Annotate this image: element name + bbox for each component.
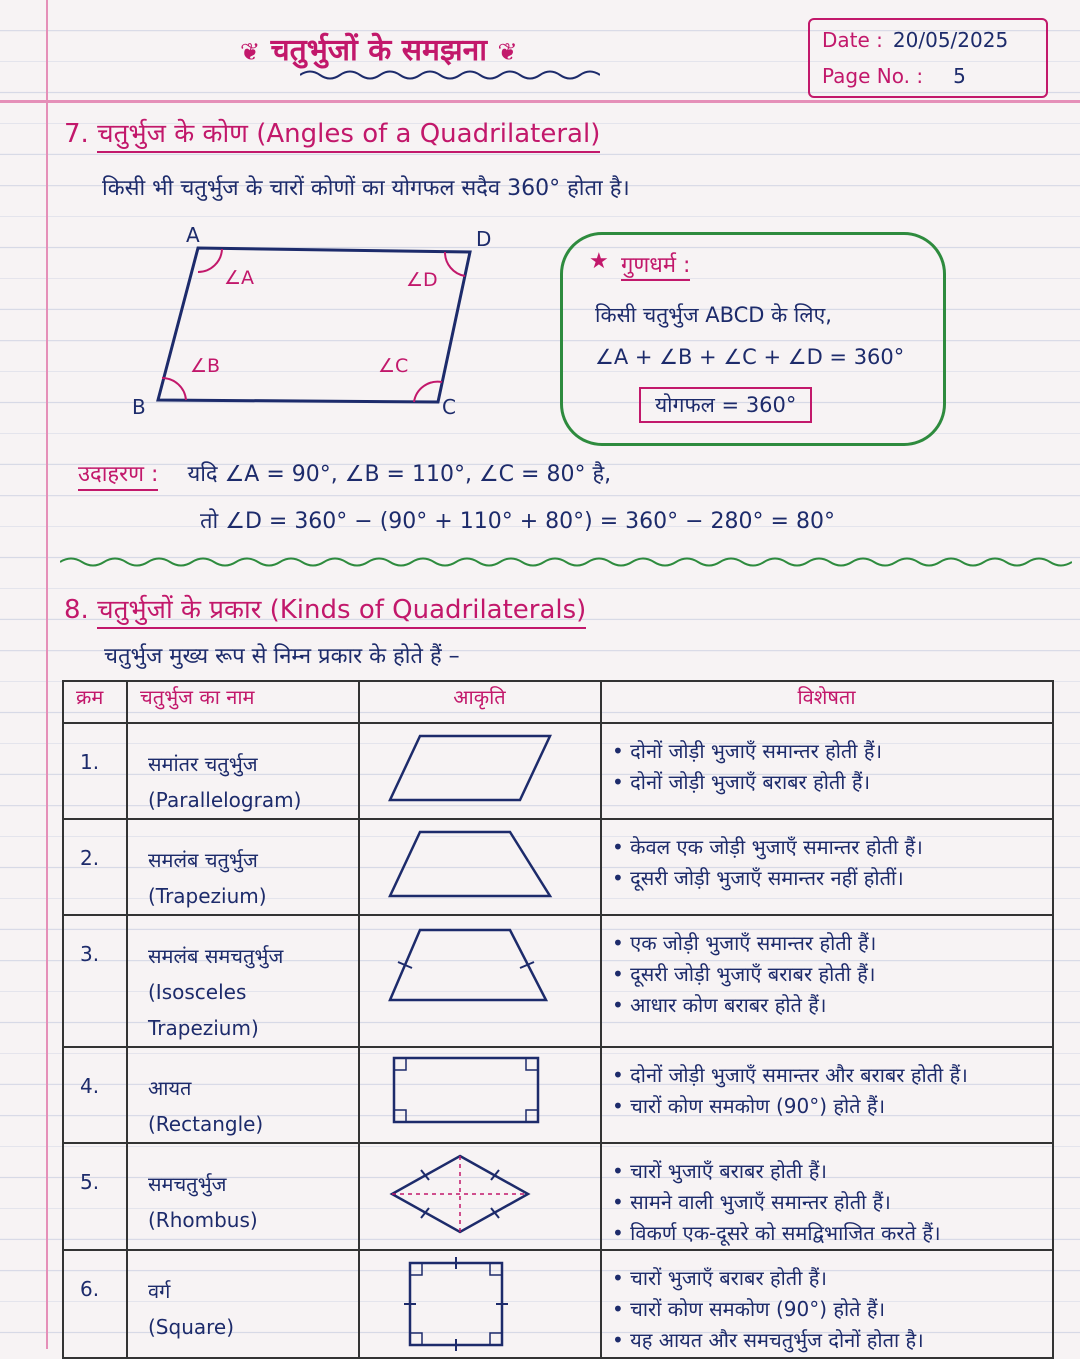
- date-row: [822, 28, 1008, 52]
- isosceles-trapezium-figure: [359, 915, 601, 1047]
- angle-a-label: ∠A: [224, 267, 255, 289]
- row-number: 1.: [63, 723, 127, 819]
- feature-item: • सामने वाली भुजाएँ समान्तर होती हैं।: [612, 1187, 1052, 1218]
- feature-item: • चारों कोण समकोण (90°) होते हैं।: [612, 1294, 1052, 1325]
- trapezium-figure: [359, 819, 601, 915]
- section-7-heading: [64, 114, 600, 150]
- rectangle-figure: [359, 1047, 601, 1143]
- angle-b-label: ∠B: [190, 355, 221, 377]
- rhombus-figure: [359, 1143, 601, 1250]
- section-7-title: [97, 119, 600, 153]
- table-row: [63, 1143, 1053, 1250]
- header-figure: आकृति: [359, 681, 601, 723]
- section-8-title-hi: चतुर्भुजों के प्रकार: [97, 595, 262, 625]
- row-features: [601, 819, 1053, 915]
- section-7-title-hi: चतुर्भुज के कोण: [97, 119, 248, 149]
- property-title: गुणधर्म :: [621, 249, 690, 281]
- row-name-en: (Parallelogram): [148, 788, 302, 812]
- example-line-1: [78, 458, 611, 488]
- feature-item: • दोनों जोड़ी भुजाएँ समान्तर और बराबर होती हैं।: [612, 1060, 1052, 1091]
- row-name-en: (Isosceles Trapezium): [148, 980, 259, 1040]
- row-name-hi: समांतर चतुर्भुज: [148, 752, 258, 776]
- row-name: [127, 915, 359, 1047]
- vertex-b-label: B: [132, 395, 146, 419]
- property-formula: ∠A + ∠B + ∠C + ∠D = 360°: [595, 345, 905, 369]
- row-features: [601, 1047, 1053, 1143]
- row-name-hi: समलंब चतुर्भुज: [148, 848, 258, 872]
- row-name-en: (Trapezium): [148, 884, 267, 908]
- page-title-text: चतुर्भुजों के समझना: [270, 33, 488, 68]
- angle-sum-statement: किसी भी चतुर्भुज के चारों कोणों का योगफल सदैव 360° होता है।: [102, 176, 630, 201]
- row-name: [127, 819, 359, 915]
- feature-item: • दोनों जोड़ी भुजाएँ समान्तर होती हैं।: [612, 736, 1052, 767]
- section-8-intro: चतुर्भुज मुख्य रूप से निम्न प्रकार के होते हैं –: [104, 644, 460, 669]
- section-8-heading: [64, 590, 586, 626]
- parallelogram-figure: [359, 723, 601, 819]
- feature-item: • दोनों जोड़ी भुजाएँ बराबर होती हैं।: [612, 767, 1052, 798]
- row-features: [601, 1143, 1053, 1250]
- row-number: 3.: [63, 915, 127, 1047]
- row-name: [127, 1250, 359, 1358]
- row-name-en: (Square): [148, 1315, 235, 1339]
- vertex-c-label: C: [442, 395, 456, 419]
- feature-item: • एक जोड़ी भुजाएँ समान्तर होती हैं।: [612, 928, 1052, 959]
- feature-item: • चारों कोण समकोण (90°) होते हैं।: [612, 1091, 1052, 1122]
- date-value: 20/05/2025: [892, 28, 1009, 52]
- page-value: 5: [953, 64, 966, 88]
- feature-item: • दूसरी जोड़ी भुजाएँ बराबर होती हैं।: [612, 959, 1052, 990]
- row-name-hi: वर्ग: [148, 1279, 171, 1303]
- row-number: 6.: [63, 1250, 127, 1358]
- row-features: [601, 723, 1053, 819]
- star-icon: ★: [589, 249, 609, 274]
- table-row: [63, 723, 1053, 819]
- feature-item: • विकर्ण एक-दूसरे को समद्विभाजित करते हैं।: [612, 1218, 1052, 1249]
- header-properties: विशेषता: [601, 681, 1053, 723]
- flourish-icon: ❦: [240, 38, 261, 66]
- date-page-box: [808, 18, 1048, 98]
- feature-item: • चारों भुजाएँ बराबर होती हैं।: [612, 1156, 1052, 1187]
- row-features: [601, 915, 1053, 1047]
- row-name: [127, 723, 359, 819]
- section-8-title: [97, 595, 586, 629]
- section-8-title-en: (Kinds of Quadrilaterals): [269, 595, 587, 625]
- row-name-hi: समचतुर्भुज: [148, 1172, 227, 1196]
- row-number: 4.: [63, 1047, 127, 1143]
- example-given: यदि ∠A = 90°, ∠B = 110°, ∠C = 80° है,: [187, 462, 612, 487]
- row-number: 2.: [63, 819, 127, 915]
- row-name-hi: आयत: [148, 1076, 192, 1100]
- feature-item: • आधार कोण बराबर होते हैं।: [612, 990, 1052, 1021]
- angle-c-label: ∠C: [378, 355, 409, 377]
- quadrilateral-kinds-table: [62, 680, 1054, 1359]
- property-line-1: किसी चतुर्भुज ABCD के लिए,: [595, 303, 832, 327]
- section-divider: [60, 555, 1072, 569]
- vertex-a-label: A: [186, 223, 200, 247]
- header-name: चतुर्भुज का नाम: [127, 681, 359, 723]
- title-wave-underline: [300, 68, 600, 82]
- feature-item: • दूसरी जोड़ी भुजाएँ समान्तर नहीं होतीं।: [612, 863, 1052, 894]
- page-label: Page No. :: [822, 64, 924, 88]
- property-cloud-box: [560, 232, 946, 446]
- section-7-number: 7.: [64, 119, 89, 149]
- table-header-row: [63, 681, 1053, 723]
- square-figure: [359, 1250, 601, 1358]
- notebook-header-line: [0, 100, 1080, 103]
- feature-item: • केवल एक जोड़ी भुजाएँ समान्तर होती हैं।: [612, 832, 1052, 863]
- section-7-title-en: (Angles of a Quadrilateral): [256, 119, 601, 149]
- feature-item: • यह आयत और समचतुर्भुज दोनों होता है।: [612, 1325, 1052, 1356]
- angle-d-label: ∠D: [406, 269, 438, 291]
- page-row: [822, 64, 966, 88]
- table-row: [63, 1047, 1053, 1143]
- row-name: [127, 1143, 359, 1250]
- row-name-en: (Rectangle): [148, 1112, 264, 1136]
- section-8-number: 8.: [64, 595, 89, 625]
- quadrilateral-diagram: [120, 222, 520, 422]
- row-name-en: (Rhombus): [148, 1208, 258, 1232]
- flourish-icon: ❦: [497, 38, 518, 66]
- header-serial: क्रम: [63, 681, 127, 723]
- row-name: [127, 1047, 359, 1143]
- page-title: [240, 28, 518, 69]
- example-solution: तो ∠D = 360° − (90° + 110° + 80°) = 360° − 280° = 80°: [200, 509, 835, 534]
- notebook-margin-line: [46, 0, 48, 1349]
- date-label: Date :: [822, 28, 883, 52]
- row-number: 5.: [63, 1143, 127, 1250]
- table-row: [63, 915, 1053, 1047]
- property-sum-box: योगफल = 360°: [639, 387, 812, 423]
- row-name-hi: समलंब समचतुर्भुज: [148, 944, 284, 968]
- example-label: उदाहरण :: [78, 462, 158, 491]
- table-row: [63, 1250, 1053, 1358]
- row-features: [601, 1250, 1053, 1358]
- vertex-d-label: D: [476, 227, 492, 251]
- table-row: [63, 819, 1053, 915]
- feature-item: • चारों भुजाएँ बराबर होती हैं।: [612, 1263, 1052, 1294]
